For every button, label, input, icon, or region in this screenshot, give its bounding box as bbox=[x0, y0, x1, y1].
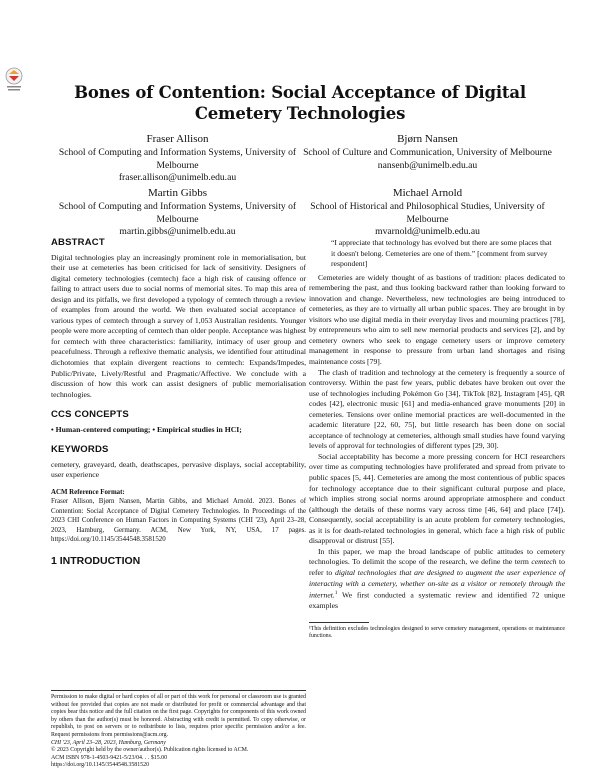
keywords-heading: KEYWORDS bbox=[51, 444, 109, 456]
abstract-text: Digital technologies play an increasingly prominent role in memorialisation, but their use at cemeteries has been criticised for lack of sensitivity. Designers of digital cemetery technologies (cemtech) face a high risk of causing offence or failing to attract users due to social norms of memorial sites. To map this area of design and its pitfalls, we first developed a typology of cemtech through a review of examples from around the world. We then evaluated social acceptance of various types of cemtech through a survey of 1,053 Australian residents. Younger people were more accepting of cemtech than older people. Acceptance was highest for cemtech with three characteristics: familiarity, intimacy of user group and peacefulness. Through a reflexive thematic analysis, we identified four attitudinal dichotomies that explain divergent reactions to cemtech: Expands/Impedes, Public/Private, Lively/Restful and Pragmatic/Affective. We conclude with a discussion of how this work can assist designers of public memorialisation technologies. bbox=[51, 252, 306, 399]
cemtech-definition: digital technologies that are designed to augment the user experience of interacting with a cemetery, whether on-site as a visitor or remotely through the internet. bbox=[309, 567, 565, 600]
check-for-updates-badge[interactable] bbox=[4, 66, 24, 94]
epigraph-quote: “I appreciate that technology has evolved but there are some places that it doesn't belong. Cemeteries are one of them.” [comment from survey respondent] bbox=[331, 238, 552, 269]
footnote-text: ¹This definition excludes technologies designed to serve cemetery management, operations or maintenance functions. bbox=[309, 625, 565, 640]
author-email: fraser.allison@unimelb.edu.au bbox=[118, 172, 237, 183]
reference-format-text: Fraser Allison, Bjørn Nansen, Martin Gibbs, and Michael Arnold. 2023. Bones of Contention: Social Acceptance of Digital Cemetery Technologies. In Proceedings of the 2023 CHI Conference on Human Factors in Computing Systems (CHI '23), April 23–28, 2023, Hamburg, Germany. ACM, New York, NY, USA, 17 pages. https://doi.org/10.1145/3544548.3581520 bbox=[51, 498, 306, 543]
author-block-4 bbox=[300, 186, 555, 239]
copyright-line: © 2023 Copyright held by the owner/author(s). Publication rights licensed to ACM. bbox=[51, 747, 249, 754]
author-affiliation: School of Computing and Information Systems, University of Melbourne bbox=[58, 201, 297, 225]
author-block-1 bbox=[50, 132, 305, 185]
author-affiliation: School of Culture and Communication, University of Melbourne bbox=[303, 147, 552, 158]
author-name: Fraser Allison bbox=[146, 133, 209, 145]
isbn-line: ACM ISBN 978-1-4503-9421-5/23/04. . . $15.00 bbox=[51, 754, 168, 761]
reference-format-heading: ACM Reference Format: bbox=[51, 488, 125, 496]
author-block-3 bbox=[50, 186, 305, 239]
body-paragraph: The clash of tradition and technology at the cemetery is frequently a source of controversy. Within the past few years, public debates have broken out over the use of technologies including Pokémon Go [34], TikTok [82], Instagram [45], QR codes [42], electronic music [61] and media-enhanced grave monuments [20] in cemeteries. Tensions over online memorial practices are well-documented in the academic literature [22, 60, 75], but little research has been done on social acceptance of technology at cemeteries, although small studies have found varying levels of approval for technologies of different types [29, 30]. bbox=[309, 367, 565, 451]
body-paragraph: Cemeteries are widely thought of as bastions of tradition: places dedicated to remembering the past, and thus looking backward rather than looking forward to innovation and change. Nevertheless, new technologies are being introduced to cemeteries, as they are to virtually all urban public spaces. They are brought in by visitors who use digital media in their everyday lives and mourning practices [78], by entrepreneurs who aim to sell new memorial products and services [2], and by cemetery owners who seek to engage cemetery users or improve cemetery management in response to pressure from urban land shortages and rising maintenance costs [79]. bbox=[309, 272, 565, 367]
ccs-concepts: • Human-centered computing; • Empirical studies in HCI; bbox=[51, 424, 242, 434]
author-email: martin.gibbs@unimelb.edu.au bbox=[119, 226, 236, 237]
conference-line: CHI '23, April 23–28, 2023, Hamburg, Germany bbox=[51, 739, 166, 746]
author-affiliation: School of Computing and Information Systems, University of Melbourne bbox=[58, 147, 297, 171]
author-affiliation: School of Historical and Philosophical Studies, University of Melbourne bbox=[310, 201, 545, 225]
introduction-heading: 1 INTRODUCTION bbox=[51, 555, 141, 568]
keywords-text: cemetery, graveyard, death, deathscapes, pervasive displays, social acceptability, user experience bbox=[51, 459, 306, 480]
permission-text: Permission to make digital or hard copies of all or part of this work for personal or classroom use is granted without fee provided that copies are not made or distributed for profit or commercial advantage and that copies bear this notice and the full citation on the first page. Copyrights for components of this work owned by others than the author(s) must be honored. Abstracting with credit is permitted. To copy otherwise, or republish, to post on servers or to redistribute to lists, requires prior specific permission and/or a fee. Request permissions from permissions@acm.org. bbox=[51, 694, 306, 738]
abstract-heading: ABSTRACT bbox=[51, 237, 105, 248]
ccs-heading: CCS CONCEPTS bbox=[51, 409, 129, 421]
author-email: nansenb@unimelb.edu.au bbox=[377, 159, 478, 171]
check-for-updates-icon bbox=[4, 66, 24, 94]
doi-link[interactable]: https://doi.org/10.1145/3544548.3581520 bbox=[51, 762, 150, 769]
term-cemtech: cemtech bbox=[531, 557, 557, 567]
author-name: Michael Arnold bbox=[392, 187, 463, 199]
left-column bbox=[51, 238, 306, 567]
body-paragraph-last: In this paper, we map the broad landscape of public attitudes to cemetery technologies. To delimit the scope of the research, we define the term cemtech to refer to digital technologies that are designed to augment the user experience of interacting with a cemetery, whether on-site as a visitor or remotely through the internet.$^1$ We first conducted a systematic review and identified 72 unique examples bbox=[309, 546, 565, 611]
author-name: Martin Gibbs bbox=[148, 187, 207, 199]
author-email: mvarnold@unimelb.edu.au bbox=[375, 226, 480, 237]
body-paragraph: Social acceptability has become a more pressing concern for HCI researchers over time as computing technologies have proliferated and spread from private to public spaces [5, 44]. Cemeteries are among the most contentious of public spaces for technology acceptance due to their significant cultural purpose and place, which implies strong social norms around appropriate atmosphere and conduct (although the details of these norms vary across time [46, 64] and place [74]). Consequently, social acceptability is an acute problem for cemetery technologies, as it is for death-related technologies in general, which face a high risk of public disapproval or distrust [55]. bbox=[309, 451, 565, 546]
paper-title: Bones of Contention: Social Acceptance of Digital Cemetery Technologies bbox=[74, 83, 526, 123]
right-column bbox=[309, 238, 565, 641]
permission-block bbox=[51, 690, 306, 770]
author-block-2 bbox=[300, 132, 555, 172]
author-name: Bjørn Nansen bbox=[397, 133, 458, 145]
footnote-marker[interactable]: 1 bbox=[334, 591, 338, 597]
